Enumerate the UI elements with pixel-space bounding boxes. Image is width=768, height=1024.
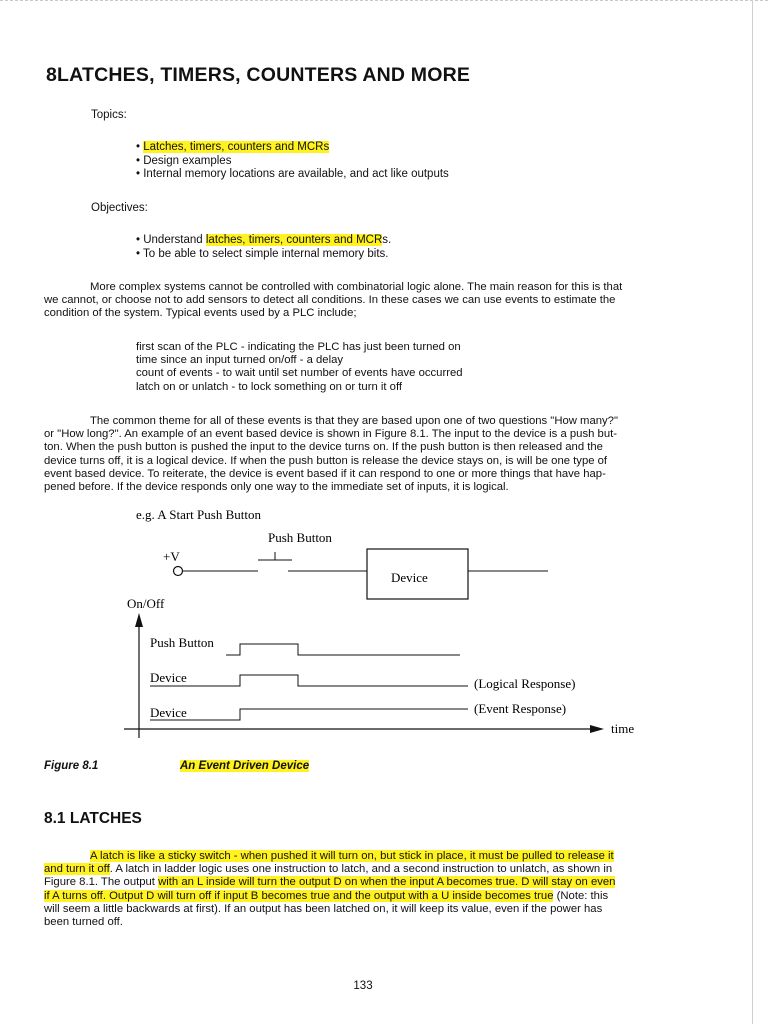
- topics-heading: Topics:: [91, 109, 127, 121]
- row-device-logical-label: Device: [150, 670, 187, 685]
- voltage-terminal: [174, 567, 183, 576]
- figure-number: Figure 8.1: [44, 760, 99, 772]
- voltage-label: +V: [163, 549, 180, 564]
- figure-caption: An Event Driven Device: [180, 760, 310, 772]
- row-device-event-label: Device: [150, 705, 187, 720]
- objectives-list: [136, 234, 391, 261]
- time-label: time: [611, 721, 635, 736]
- event-response-signal: [150, 709, 468, 720]
- section-title: 8.1 LATCHES: [44, 810, 142, 827]
- objective-item-select: • To be able to select simple internal memory bits.: [136, 247, 389, 260]
- event-item: first scan of the PLC - indicating the PLC has just been turned on: [136, 341, 461, 353]
- device-box-label: Device: [391, 570, 428, 585]
- event-response-label: (Event Response): [474, 701, 567, 716]
- time-axis-arrowhead: [590, 725, 604, 733]
- chapter-title: 8LATCHES, TIMERS, COUNTERS AND MORE: [46, 64, 471, 86]
- event-item: count of events - to wait until set number of events have occurred: [136, 367, 463, 380]
- latches-paragraph: A latch is like a sticky switch - when pushed it will turn on, but stick in place, it must be pulled to release it and turn it off. A latch in ladder logic uses one instruction to latch, and a second instruction to unlatch, as shown in Figure 8.1. The output with an L inside will turn the output D on when the input A becomes true. D will stay on even if A turns off. Output D will turn off if input B becomes true and the output with a U inside becomes true (Note: this will seem a little backwards at first). If an output has been latched on, it will keep its value, even if the power has been turned off.: [44, 850, 616, 929]
- topic-item-design: • Design examples: [136, 154, 232, 167]
- intro-paragraph: More complex systems cannot be controlled with combinatorial logic alone. The main reason for this is that we cannot, or choose not to add sensors to detect all conditions. In these cases we can use events to estimate the condition of the system. Typical events used by a PLC include;: [44, 281, 623, 320]
- push-button-label: Push Button: [268, 530, 332, 545]
- eg-label: e.g. A Start Push Button: [136, 507, 261, 522]
- push-button-signal: [226, 644, 460, 655]
- row-push-button-label: Push Button: [150, 635, 214, 650]
- event-item: latch on or unlatch - to lock something on or turn it off: [136, 380, 403, 393]
- theme-paragraph: The common theme for all of these events is that they are based upon one of two questions "How many?" or "How long?". An example of an event based device is shown in Figure 8.1. The input to the device is a push but- ton. When the push button is pushed the input to the device turns on. If the push button is then released and the device turns off, it is a logical device. If when the push button is release the device stays on, is will be one type of event based device. To reiterate, the device is event based if it can respond to one or more things that have hap- pened before. If the device responds only one way to the immediate set of inputs, it is logical.: [44, 415, 618, 494]
- logical-response-label: (Logical Response): [474, 676, 576, 691]
- y-axis-arrowhead: [135, 613, 143, 627]
- logical-response-signal: [150, 675, 468, 686]
- topic-item-memory: • Internal memory locations are available, and act like outputs: [136, 168, 449, 180]
- topics-list: [136, 141, 449, 182]
- event-list: [136, 341, 463, 394]
- objectives-heading: Objectives:: [91, 202, 148, 214]
- topic-item-latches: • Latches, timers, counters and MCRs: [136, 141, 330, 153]
- scan-top-border: [0, 0, 768, 1]
- axis-label: On/Off: [127, 596, 165, 611]
- page-number: 133: [353, 980, 373, 992]
- objective-item-understand: • Understand latches, timers, counters and MCRs.: [136, 234, 392, 246]
- event-device-figure: [0, 500, 768, 750]
- event-item: time since an input turned on/off - a delay: [136, 354, 344, 367]
